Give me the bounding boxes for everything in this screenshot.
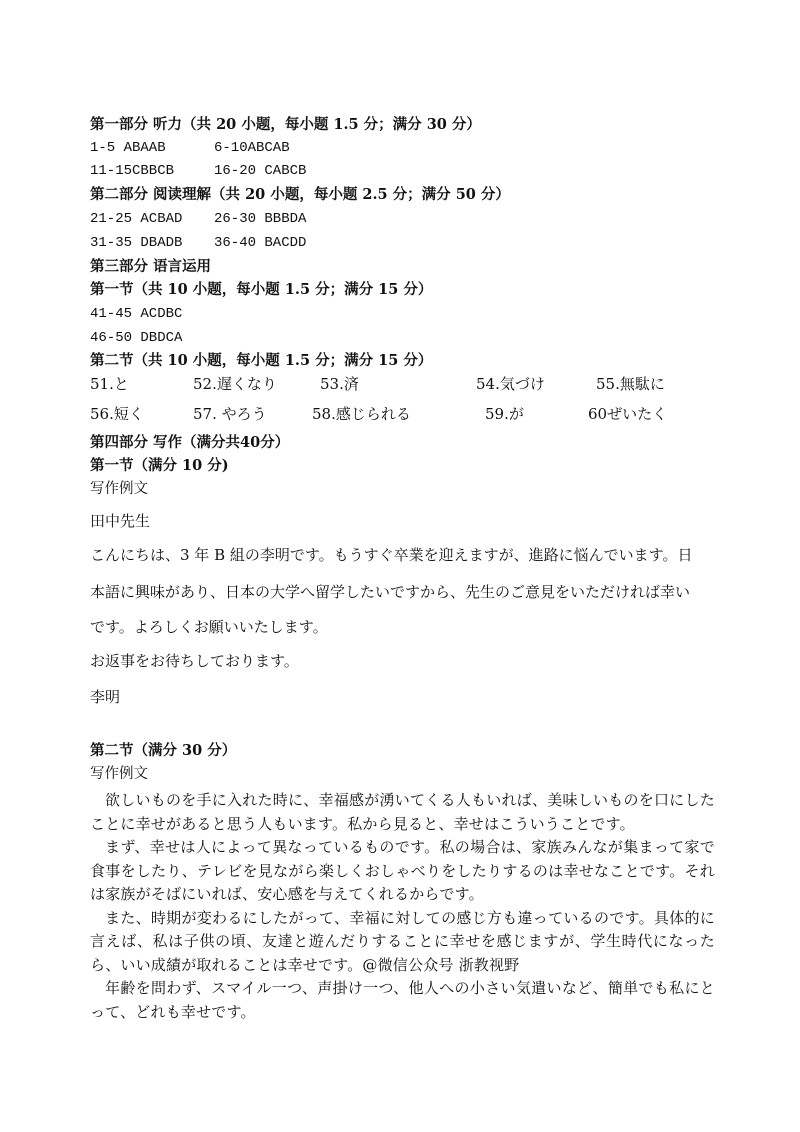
letter-line: 本語に興味があり、日本の大学へ留学したいですから、先生のご意見をいただければ幸い <box>90 583 691 601</box>
answer-group: 26-30 BBBDA <box>214 211 307 227</box>
answer-cell: 53.済 <box>320 375 359 393</box>
answer-group: 11-15CBBCB <box>90 163 175 179</box>
answer-cell: 54.気づけ <box>476 375 545 393</box>
part3-section2-heading: 第二节（共 10 小题，每小题 1.5 分；满分 15 分） <box>90 352 433 369</box>
answer-cell: 58.感じられる <box>312 405 411 423</box>
answer-cell: 59.が <box>485 405 524 423</box>
answer-cell: 57. やろう <box>193 405 267 423</box>
answer-group: 31-35 DBADB <box>90 235 183 251</box>
answer-group: 6-10ABCAB <box>214 140 290 156</box>
essay <box>90 789 715 1024</box>
answer-row <box>90 234 306 252</box>
answer-row <box>90 210 306 228</box>
letter-line: です。よろしくお願いいたします。 <box>90 618 328 636</box>
part4-section1-heading: 第一节（满分 10 分) <box>90 457 229 474</box>
example-label: 写作例文 <box>90 481 148 497</box>
essay-paragraph: まず、幸せは人によって異なっているものです。私の場合は、家族みんなが集まって家で食事をしたり、テレビを見ながら楽しくおしゃべりをしたりするのは幸せなことです。それは家族がそばにいれば、安心感を与えてくれるからです。 <box>90 838 715 903</box>
part2-heading: 第二部分 阅读理解（共 20 小题，每小题 2.5 分；满分 50 分） <box>90 186 510 203</box>
example-label: 写作例文 <box>90 766 148 782</box>
salutation: 田中先生 <box>90 512 151 530</box>
essay-paragraph: 年齢を問わず、スマイル一つ、声掛け一つ、他人への小さい気遣いなど、簡単でも私にとって、どれも幸せです。 <box>90 979 715 1021</box>
part3-heading: 第三部分 语言运用 <box>90 258 212 275</box>
signature: 李明 <box>90 688 121 706</box>
answer-group: 1-5 ABAAB <box>90 140 166 156</box>
letter-line: お返事をお待ちしております。 <box>90 652 299 670</box>
answer-row <box>90 162 306 180</box>
answer-group: 16-20 CABCB <box>214 163 307 179</box>
answer-cell: 52.遅くなり <box>193 375 277 393</box>
part4-heading: 第四部分 写作（满分共40分） <box>90 434 290 451</box>
answer-group: 21-25 ACBAD <box>90 211 183 227</box>
part4-section2-heading: 第二节（满分 30 分） <box>90 742 237 759</box>
part1-heading: 第一部分 听力（共 20 小题，每小题 1.5 分；满分 30 分） <box>90 116 481 133</box>
answer-cell: 60ぜいたく <box>588 405 668 423</box>
answer-row: 46-50 DBDCA <box>90 330 183 346</box>
part3-section1-heading: 第一节（共 10 小题，每小题 1.5 分；满分 15 分） <box>90 281 433 298</box>
answer-group: 36-40 BACDD <box>214 235 307 251</box>
answer-cell: 55.無駄に <box>596 375 665 393</box>
letter-line: こんにちは、3 年 B 組の李明です。もうすぐ卒業を迎えますが、進路に悩んでいます。日 <box>90 546 693 564</box>
answer-row <box>90 139 290 157</box>
answer-row: 41-45 ACDBC <box>90 306 183 322</box>
answer-cell: 56.短く <box>90 405 144 423</box>
essay-paragraph: また、時期が変わるにしたがって、幸福に対しての感じ方も違っているのです。具体的に言えば、私は子供の頃、友達と遊んだりすることに幸せを感じますが、学生時代になったら、いい成績が取れることは幸せです。@微信公众号 浙教视野 <box>90 908 715 974</box>
answer-cell: 51.と <box>90 375 129 393</box>
essay-paragraph: 欲しいものを手に入れた時に、幸福感が湧いてくる人もいれば、美味しいものを口にしたことに幸せがあると思う人もいます。私から見ると、幸せはこういうことです。 <box>90 791 715 833</box>
